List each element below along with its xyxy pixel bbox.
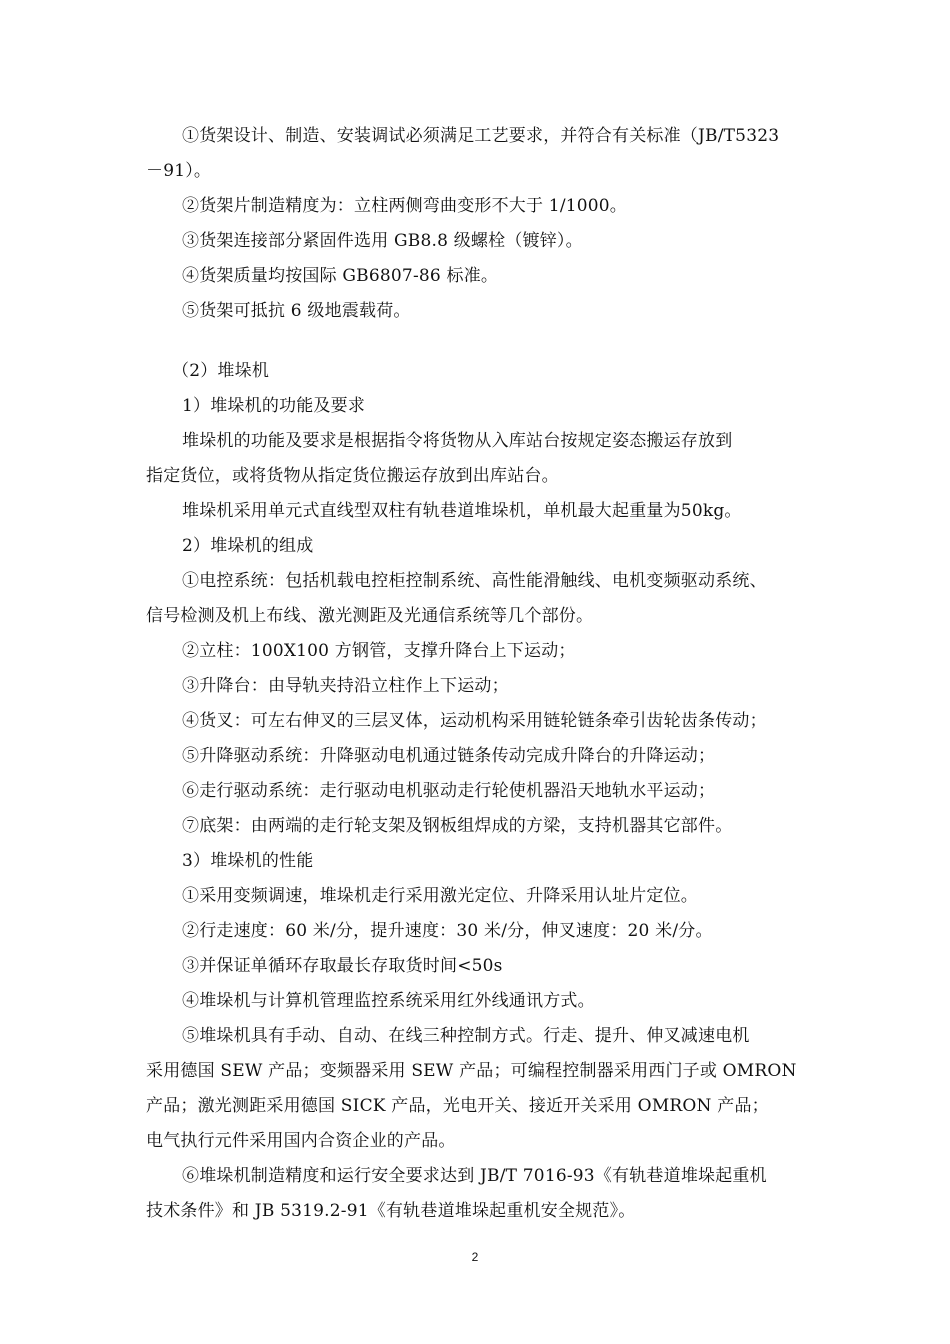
text-line-17: ④货叉：可左右伸叉的三层叉体，运动机构采用链轮链条牵引齿轮齿条传动；: [182, 711, 767, 731]
text-line-24: ③并保证单循环存取最长存取货时间<50s: [182, 956, 503, 976]
text-line-31: 技术条件》和 JB 5319.2-91《有轨巷道堆垛起重机安全规范》。: [146, 1201, 636, 1221]
page-number: 2: [471, 1250, 479, 1264]
text-line-22: ①采用变频调速，堆垛机走行采用激光定位、升降采用认址片定位。: [182, 886, 698, 906]
text-line-18: ⑤升降驱动系统：升降驱动电机通过链条传动完成升降台的升降运动；: [182, 746, 716, 766]
text-line-3: ②货架片制造精度为：立柱两侧弯曲变形不大于 1/1000。: [182, 196, 628, 216]
text-line-30: ⑥堆垛机制造精度和运行安全要求达到 JB/T 7016-93《有轨巷道堆垛起重机: [182, 1166, 767, 1186]
text-line-14: 信号检测及机上布线、激光测距及光通信系统等几个部份。: [146, 606, 594, 626]
text-line-5: ④货架质量均按国际 GB6807-86 标准。: [182, 266, 499, 286]
subheading-performance: 3）堆垛机的性能: [182, 851, 314, 871]
text-line-19: ⑥走行驱动系统：走行驱动电机驱动走行轮使机器沿天地轨水平运动；: [182, 781, 716, 801]
text-line-10: 指定货位，或将货物从指定货位搬运存放到出库站台。: [146, 466, 559, 486]
text-line-13: ①电控系统：包括机载电控柜控制系统、高性能滑触线、电机变频驱动系统、: [182, 571, 767, 591]
text-line-26: ⑤堆垛机具有手动、自动、在线三种控制方式。行走、提升、伸叉减速电机: [182, 1026, 750, 1046]
text-line-1: ①货架设计、制造、安装调试必须满足工艺要求，并符合有关标准（JB/T5323: [182, 126, 780, 146]
text-line-4: ③货架连接部分紧固件选用 GB8.8 级螺栓（镀锌）。: [182, 231, 583, 251]
text-line-6: ⑤货架可抵抗 6 级地震载荷。: [182, 301, 411, 321]
text-line-16: ③升降台：由导轨夹持沿立柱作上下运动；: [182, 676, 509, 696]
text-line-2: －91）。: [146, 161, 212, 181]
text-line-23: ②行走速度：60 米/分，提升速度：30 米/分，伸叉速度：20 米/分。: [182, 921, 713, 941]
text-line-11: 堆垛机采用单元式直线型双柱有轨巷道堆垛机，单机最大起重量为50kg。: [182, 501, 742, 521]
text-line-25: ④堆垛机与计算机管理监控系统采用红外线通讯方式。: [182, 991, 595, 1011]
text-line-27: 采用德国 SEW 产品；变频器采用 SEW 产品；可编程控制器采用西门子或 OMRON: [146, 1061, 797, 1081]
text-line-29: 电气执行元件采用国内合资企业的产品。: [146, 1131, 456, 1151]
subheading-composition: 2）堆垛机的组成: [182, 536, 314, 556]
text-line-28: 产品；激光测距采用德国 SICK 产品，光电开关、接近开关采用 OMRON 产品；: [146, 1096, 769, 1116]
subheading-function: 1）堆垛机的功能及要求: [182, 396, 366, 416]
text-line-20: ⑦底架：由两端的走行轮支架及钢板组焊成的方梁，支持机器其它部件。: [182, 816, 733, 836]
text-line-15: ②立柱：100X100 方钢管，支撑升降台上下运动；: [182, 641, 576, 661]
section-heading-stacker: （2）堆垛机: [172, 361, 270, 381]
text-line-9: 堆垛机的功能及要求是根据指令将货物从入库站台按规定姿态搬运存放到: [182, 431, 733, 451]
